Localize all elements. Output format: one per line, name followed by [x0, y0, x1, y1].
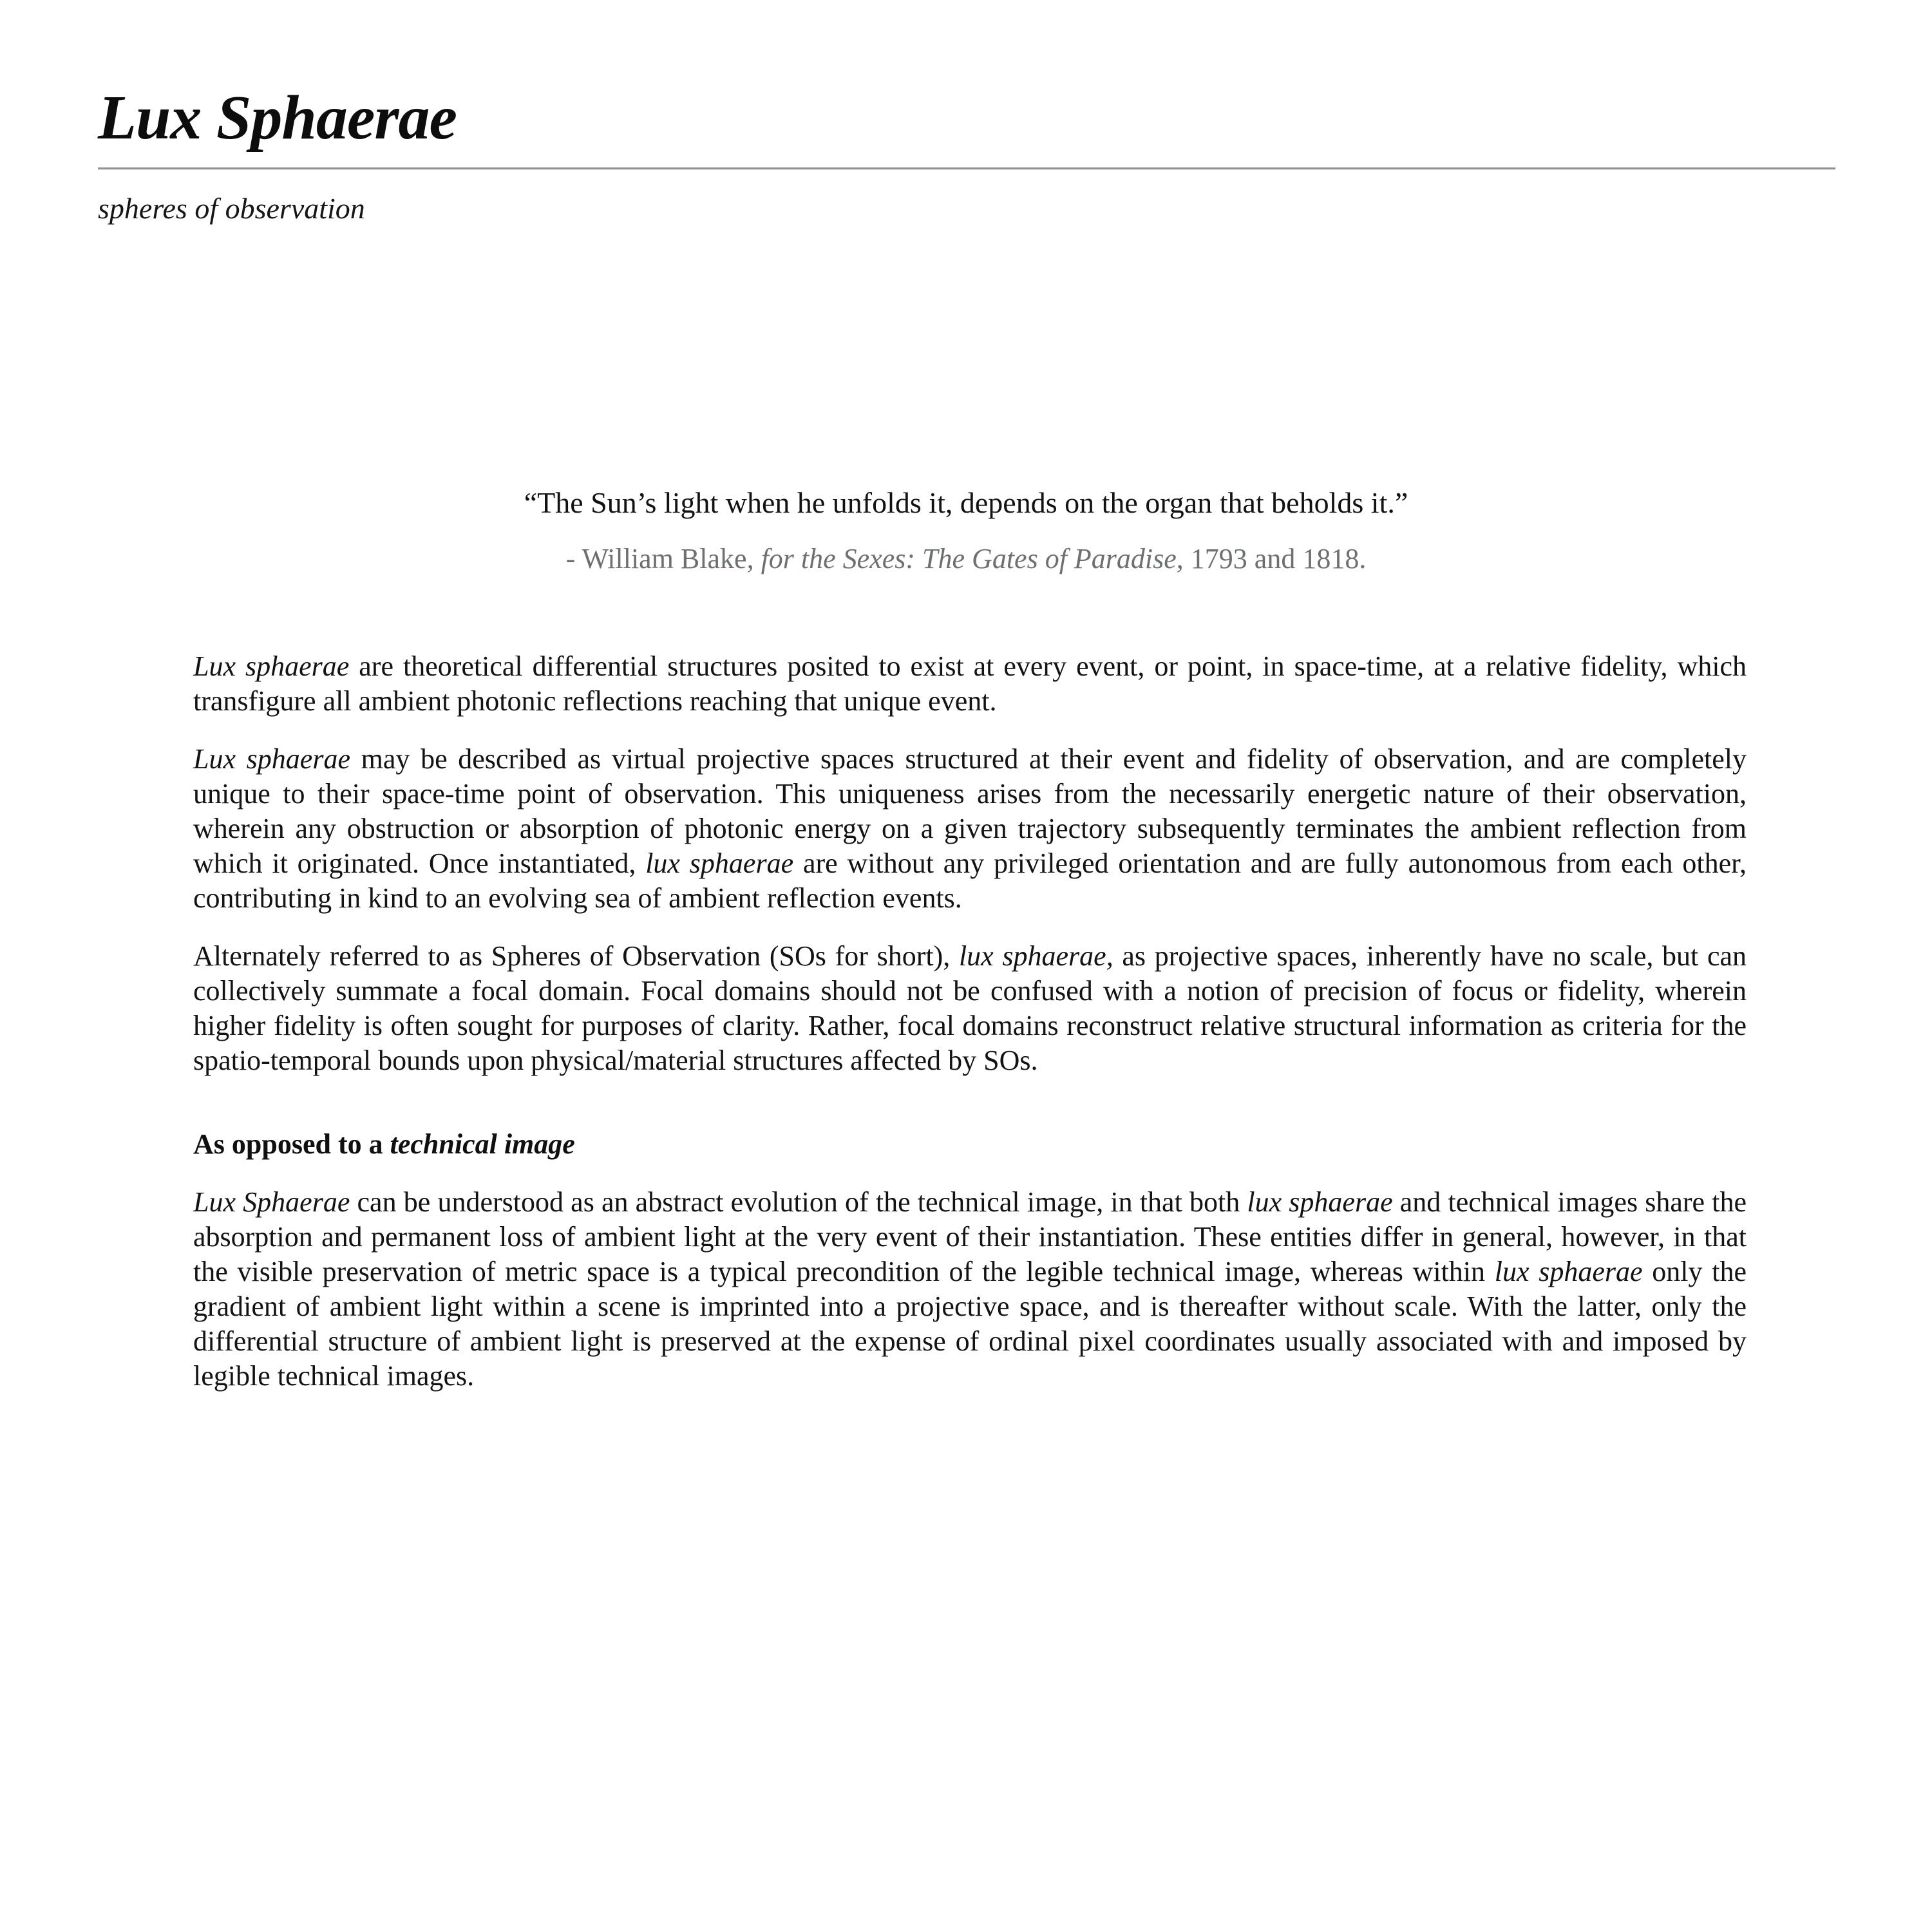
paragraph-text: are without any privileged orientation and are fully autonomous from each other, contributing in kind to an evolving sea of ambient reflection events.	[193, 848, 1747, 914]
attribution-work-title: for the Sexes: The Gates of Paradise	[761, 542, 1177, 574]
latin-term: lux sphaerae,	[958, 940, 1113, 972]
attribution-suffix: , 1793 and 1818.	[1176, 542, 1367, 574]
quote-section	[0, 484, 1932, 576]
section-heading	[193, 1127, 1747, 1162]
paragraph-text: are theoretical differential structures posited to exist at every event, or point, in space-time, at a relative fidelity, which transfigure all ambient photonic reflections reaching that unique event.	[193, 650, 1747, 717]
paragraph-description	[193, 742, 1747, 916]
header	[98, 85, 1835, 226]
paragraph-spheres-of-observation	[193, 939, 1747, 1078]
latin-term: Lux sphaerae	[193, 743, 350, 775]
page-title: Lux Sphaerae	[98, 83, 457, 153]
title-divider	[98, 167, 1835, 170]
paragraph-text: and technical images share the absorption and permanent loss of ambient light at the very event of their instantiation. These entities differ in general, however, in that the visible preservation of metric space is a typical precondition of the legible technical image, whereas within	[193, 1186, 1747, 1287]
paragraph-text: Alternately referred to as Spheres of Observation (SOs for short),	[193, 940, 959, 972]
latin-term: Lux Sphaerae	[193, 1186, 350, 1218]
heading-text: As opposed to a	[193, 1128, 390, 1160]
latin-term: lux sphaerae	[1494, 1256, 1643, 1287]
attribution-prefix: - William Blake,	[565, 542, 761, 574]
paragraph-definition	[193, 649, 1747, 719]
paragraph-text: can be understood as an abstract evolution of the technical image, in that both	[350, 1186, 1247, 1218]
latin-term: lux sphaerae	[645, 848, 794, 879]
latin-term: lux sphaerae	[1247, 1186, 1393, 1218]
paragraph-technical-image	[193, 1185, 1747, 1394]
page-subtitle: spheres of observation	[98, 191, 365, 225]
quote-attribution	[0, 541, 1932, 576]
paragraph-text: only the gradient of ambient light within a scene is imprinted into a projective space, and is thereafter without scale. With the latter, only the differential structure of ambient light is preserved at the expense of ordinal pixel coordinates usually associated with and imposed by legible technical images.	[193, 1256, 1747, 1392]
quote-text: “The Sun’s light when he unfolds it, depends on the organ that beholds it.”	[524, 486, 1408, 519]
latin-term: Lux sphaerae	[193, 650, 350, 682]
heading-emphasis: technical image	[390, 1128, 575, 1160]
body-section	[193, 649, 1747, 1417]
paragraph-text: may be described as virtual projective spaces structured at their event and fidelity of observation, and are completely unique to their space-time point of observation. This uniqueness arises from the necessarily energetic nature of their observation, wherein any obstruction or absorption of photonic energy on a given trajectory subsequently terminates the ambient reflection from which it originated. Once instantiated,	[193, 743, 1747, 879]
paragraph-text: as projective spaces, inherently have no scale, but can collectively summate a focal domain. Focal domains should not be confused with a notion of precision of focus or fidelity, wherein higher fidelity is often sought for purposes of clarity. Rather, focal domains reconstruct relative structural information as criteria for the spatio-temporal bounds upon physical/material structures affected by SOs.	[193, 940, 1747, 1076]
